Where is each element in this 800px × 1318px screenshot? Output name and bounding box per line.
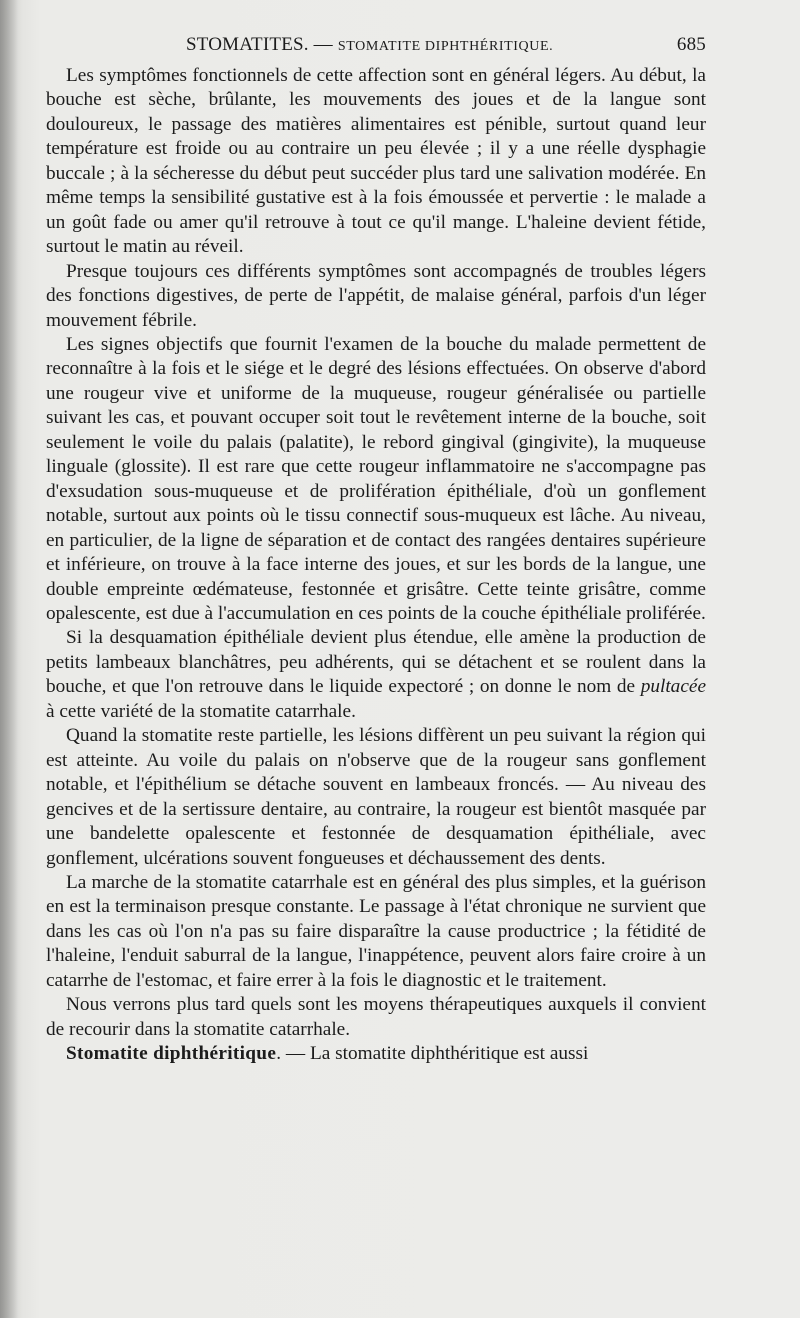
paragraph-text: Si la desquamation épithéliale devient plus étendue, elle amène la production de petits lambeaux blanchâtres, peu adhérents, qui se détachent et se roulent dans la bouche, et que l'on retrouve dans le liquide expectoré ; on donne le nom de — [46, 627, 706, 698]
running-head — [46, 34, 706, 60]
paragraph: Quand la stomatite reste partielle, les lésions diffèrent un peu suivant la région qui est atteinte. Au voile du palais on n'observe que de la rougeur sans gonflement notable, et l'épithélium se détache souvent en lambeaux froncés. — Au niveau des gencives et de la sertissure dentaire, au contraire, la rougeur est bientôt masquée par une bandelette opalescente et festonnée de desquamation épithéliale, avec gonflement, ulcérations souvent fongueuses et déchaussement des dents. — [46, 725, 706, 869]
paragraph: Nous verrons plus tard quels sont les moyens thérapeutiques auxquels il convient de recourir dans la stomatite catarrhale. — [46, 994, 706, 1040]
italic-term: pultacée — [640, 676, 706, 698]
paragraph: Les symptômes fonctionnels de cette affection sont en général légers. Au début, la bouche est sèche, brûlante, les mouvements des joues et de la langue sont douloureux, le passage des matières alimentaires est pénible, surtout quand leur température est froide ou au contraire un peu élevée ; il y a une réelle dysphagie buccale ; à la sécheresse du début peut succéder plus tard une salivation modérée. En même temps la sensibilité gustative est à la fois émoussée et pervertie : le malade a un goût fade ou amer qu'il retrouve à tout ce qu'il mange. L'haleine devient fétide, surtout le matin au réveil. — [46, 65, 706, 258]
page-number: 685 — [676, 34, 706, 55]
section-heading: Stomatite diphthéritique — [66, 1043, 277, 1065]
paragraph-text: à cette variété de la stomatite catarrhale. — [46, 700, 356, 722]
gutter-shadow — [0, 0, 18, 1318]
body-text — [46, 64, 706, 1067]
running-title — [186, 34, 553, 56]
section-heading-paragraph — [46, 1042, 706, 1066]
paragraph: Les signes objectifs que fournit l'examen de la bouche du malade permettent de reconnaître à la fois et le siége et le degré des lésions effectuées. On observe d'abord une rougeur vive et uniforme de la muqueuse, rougeur généralisée ou partielle suivant les cas, et pouvant occuper soit tout le revêtement interne de la bouche, soit seulement le voile du palais (palatite), le rebord gingival (gingivite), la muqueuse linguale (glossite). Il est rare que cette rougeur inflammatoire ne s'accompagne pas d'exsudation sous-muqueuse et de prolifération épithéliale, d'où un gonflement notable, surtout aux points où le tissu connectif sous-muqueux est lâche. Au niveau, en particulier, de la ligne de séparation et de contact des rangées dentaires supérieure et inférieure, on trouve à la face interne des joues, et sur les bords de la langue, une double empreinte œdémateuse, festonnée et grisâtre. Cette teinte grisâtre, comme opalescente, est due à l'accumulation en ces points de la couche épithéliale proliférée. — [46, 333, 706, 624]
running-title-dash: — — [308, 34, 338, 55]
running-title-sub: STOMATITE DIPHTHÉRITIQUE. — [337, 39, 554, 54]
running-title-main: STOMATITES. — [186, 34, 309, 55]
paragraph — [46, 626, 706, 724]
paragraph: La marche de la stomatite catarrhale est en général des plus simples, et la guérison en est la terminaison presque constante. Le passage à l'état chronique ne survient que dans les cas où l'on n'a pas su faire disparaître la cause productrice ; la fétidité de l'haleine, l'enduit saburral de la langue, l'inappétence, peuvent alors faire croire à un catarrhe de l'estomac, et faire errer à la fois le diagnostic et le traitement. — [46, 871, 706, 991]
paragraph: Presque toujours ces différents symptômes sont accompagnés de troubles légers des fonctions digestives, de perte de l'appétit, de malaise général, parfois d'un léger mouvement fébrile. — [46, 260, 706, 331]
paragraph-text: . — La stomatite diphthéritique est aussi — [276, 1043, 589, 1065]
